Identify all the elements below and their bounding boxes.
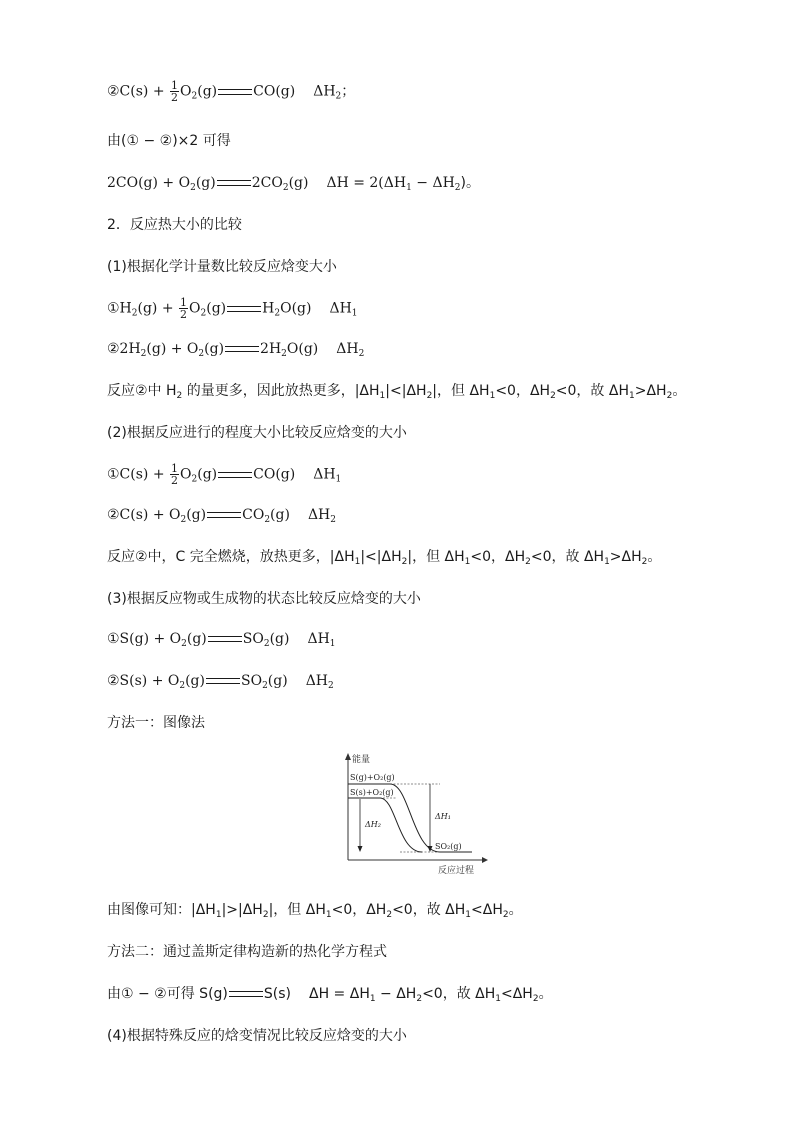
y-axis-label: 能量 [352,755,371,765]
text-line-2: 由(① − ②)×2 可得 [107,133,231,149]
label-sg: S(g)+O₂(g) [350,773,395,782]
equation-line-3: $2CO(g) + O_2(g)$ $2CO_2(g) \Delta H = 2(\Delta H_1 - \Delta H_2)$。 [107,175,480,193]
fraction-half: $\frac{1}{2}$ [171,79,179,104]
subheading-2: (2)根据反应进行的程度大小比较反应焓变的大小 [107,425,407,441]
equals-arrow [218,89,252,95]
explanation-3: 由图像可知：$|\Delta H_1|>|\Delta H_2|$，但 $\Delta H_1<0$，$\Delta H_2<0$，故 $\Delta H_1<\Delta H_2$。 [107,902,523,920]
reaction-5: ①S(g) + $O_2(g)$ $SO_2(g)$ $\Delta H_1$ [107,631,336,649]
section-heading-2: 2．反应热大小的比较 [107,217,242,233]
label-so2: SO₂(g) [435,842,462,851]
label-dh2: ΔH₂ [365,820,381,829]
energy-diagram [340,752,490,877]
subheading-4: (4)根据特殊反应的焓变情况比较反应焓变的大小 [107,1028,407,1044]
reaction-1: $①H_2(g)$ + $\frac{1}{2}$ $O_2(g)$ $H_2O(g)$ $\Delta H_1$ [107,296,358,321]
explanation-4: 由① − ②可得 S(g) S(s) $\Delta H = \Delta H_1 - \Delta H_2<0$，故 $\Delta H_1<\Delta H_2$。 [107,986,553,1004]
method-1-heading: 方法一：图像法 [107,715,205,731]
y-axis-arrow [345,753,351,760]
reaction-4: ②C(s) + $O_2(g)$ $CO_2(g)$ $\Delta H_2$ [107,507,336,525]
reaction-6: ②S(s) + $O_2(g)$ $SO_2(g)$ $\Delta H_2$ [107,673,334,691]
x-axis-label: 反应过程 [438,866,475,876]
reaction-2: $②2H_2(g) + O_2(g)$ $2H_2O(g)$ $\Delta H_2$ [107,341,365,359]
method-2-heading: 方法二：通过盖斯定律构造新的热化学方程式 [107,944,387,960]
label-dh1: ΔH₁ [435,812,451,821]
subheading-1: (1)根据化学计量数比较反应焓变大小 [107,259,337,275]
subheading-3: (3)根据反应物或生成物的状态比较反应焓变的大小 [107,591,421,607]
explanation-2: 反应②中，C 完全燃烧，放热更多，$|\Delta H_1|<|\Delta H_2|$，但 $\Delta H_1<0$，$\Delta H_2<0$，故 $\Delta H_1>\Delta H_2$。 [107,549,662,567]
explanation-1: 反应②中 $H_2$ 的量更多，因此放热更多，$|\Delta H_1|<|\Delta H_2|$，但 $\Delta H_1<0$，$\Delta H_2<0$，故 $\Delta H_1>\Delta H_2$。 [107,383,687,401]
label-ss: S(s)+O₂(g) [350,788,394,797]
x-axis-arrow [482,857,488,863]
curve-ss [348,798,422,852]
reaction-3: ①C(s) + $\frac{1}{2}$ $O_2(g)$ CO(g) $\Delta H_1$ [107,462,342,487]
equation-line-1: ②C(s) + $\frac{1}{2}$ $O_2(g)$ CO(g) $\Delta H_2$； [107,79,356,104]
